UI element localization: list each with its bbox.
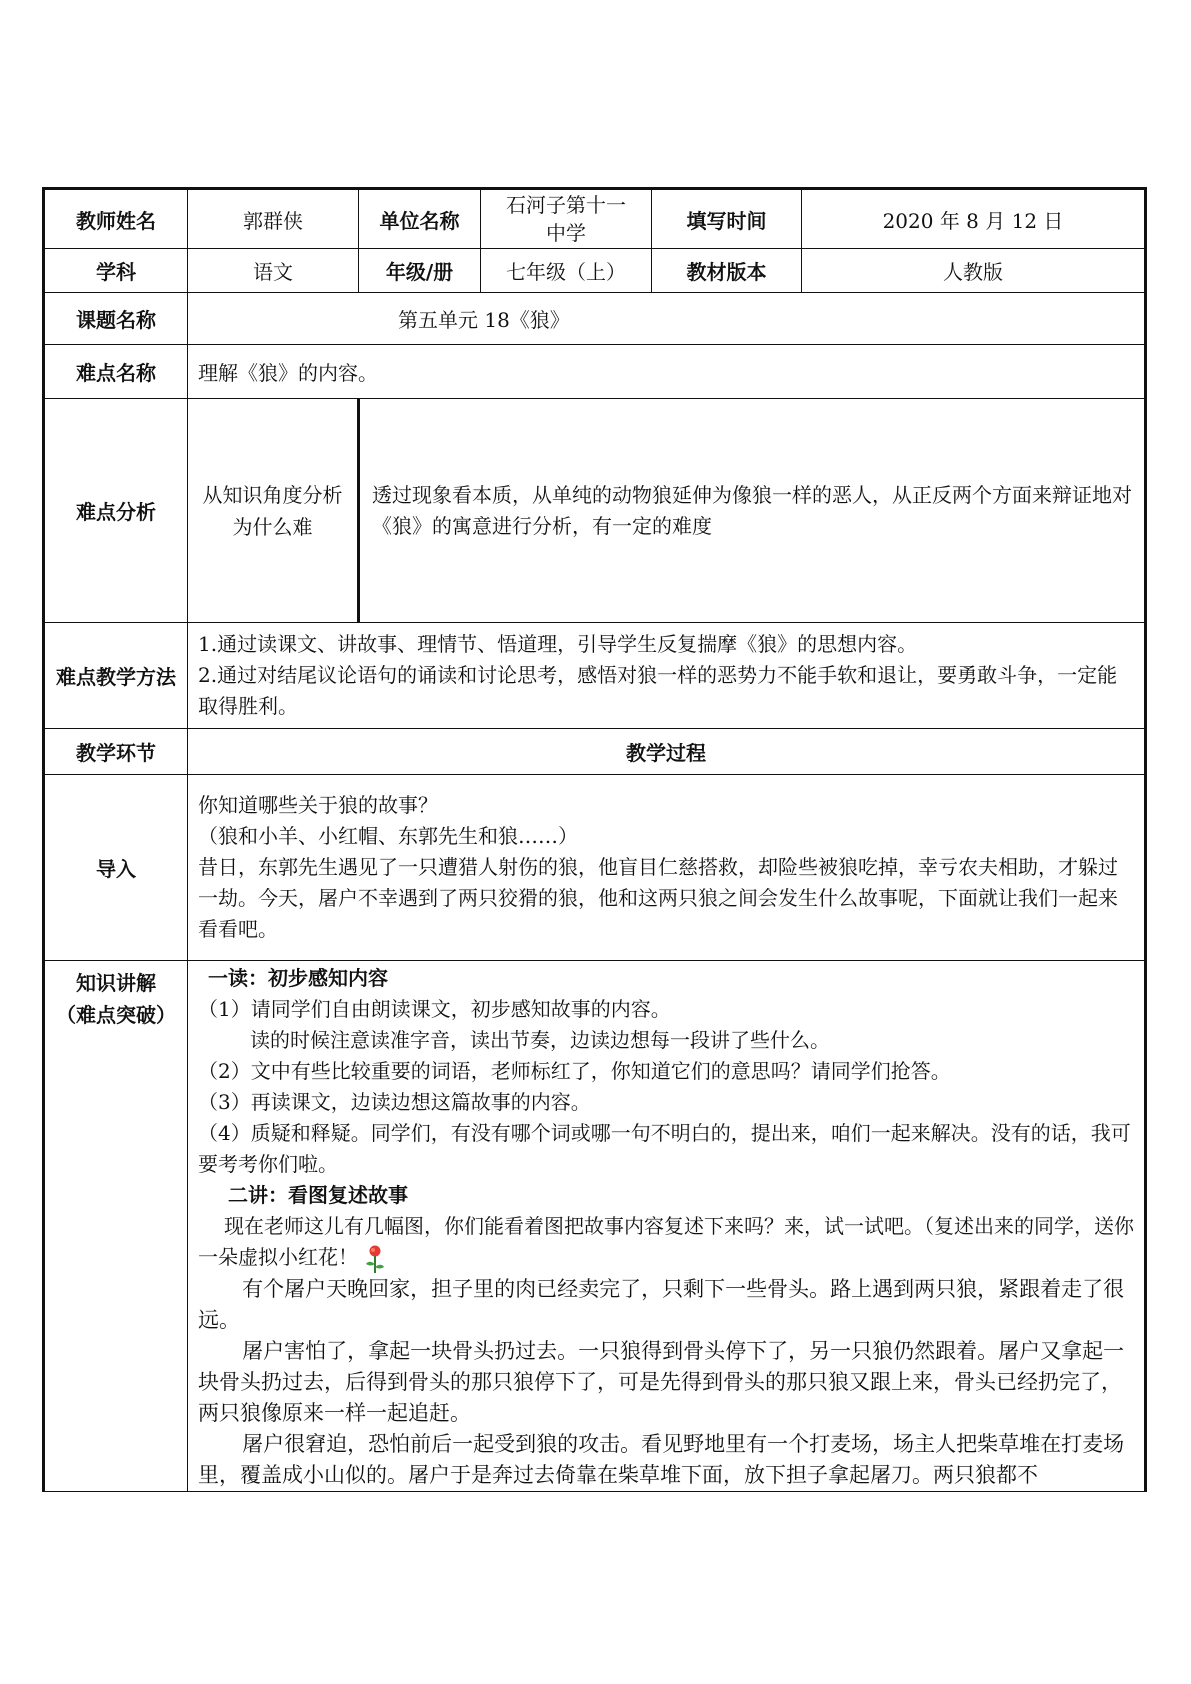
intro-question: 你知道哪些关于狼的故事？: [198, 793, 438, 817]
analysis-sub-label: 从知识角度分析为什么难: [188, 399, 359, 623]
part2-title: 二讲：看图复述故事: [228, 1183, 408, 1207]
difficulty-row: [44, 345, 1146, 399]
part2-intro: [198, 1211, 1134, 1274]
unit-value: 石河子第十一中学: [481, 189, 652, 249]
method-label: 难点教学方法: [44, 623, 188, 729]
topic-row: [44, 293, 1146, 345]
story-paragraph-1: 有个屠户天晚回家，担子里的肉已经卖完了，只剩下一些骨头。路上遇到两只狼，紧跟着走了很远。: [198, 1277, 1125, 1332]
part2-intro-text: 现在老师这儿有几幅图，你们能看着图把故事内容复述下来吗？来，试一试吧。（复述出来的同学，送你一朵虚拟小红花！: [198, 1214, 1134, 1269]
date-value: 2020 年 8 月 12 日: [802, 189, 1146, 249]
method-row: [44, 623, 1146, 729]
analysis-label: 难点分析: [44, 399, 188, 623]
method-line-2: 2.通过对结尾议论语句的诵读和讨论思考，感悟对狼一样的恶势力不能手软和退让，要勇敢斗争，一定能取得胜利。: [198, 663, 1118, 718]
red-flower-icon: [364, 1244, 386, 1274]
info-row-1: [44, 189, 1146, 249]
analysis-text: 透过现象看本质，从单纯的动物狼延伸为像狼一样的恶人，从正反两个方面来辩证地对《狼》的寓意进行分析，有一定的难度: [359, 399, 1146, 623]
intro-cell: [188, 775, 1146, 961]
method-line-1: 1.通过读课文、讲故事、理情节、悟道理，引导学生反复揣摩《狼》的思想内容。: [198, 632, 918, 656]
knowledge-cell: [188, 961, 1146, 1492]
part1-item-3: （3）再读课文，边读边想这篇故事的内容。: [198, 1090, 591, 1114]
part1-item-1b: 读的时候注意读准字音，读出节奏，边读边想每一段讲了些什么。: [250, 1028, 830, 1052]
part1-item-4: （4）质疑和释疑。同学们，有没有哪个词或哪一句不明白的，提出来，咱们一起来解决。没有的话，我可要考考你们啦。: [198, 1121, 1131, 1176]
story-paragraph-3: 屠户很窘迫，恐怕前后一起受到狼的攻击。看见野地里有一个打麦场，场主人把柴草堆在打麦场里，覆盖成小山似的。屠户于是奔过去倚靠在柴草堆下面，放下担子拿起屠刀。两只狼都不: [198, 1432, 1125, 1487]
difficulty-value: 理解《狼》的内容。: [188, 345, 1146, 399]
lesson-plan-table: [42, 187, 1147, 1492]
process-header-row: [44, 729, 1146, 775]
intro-story: 昔日，东郭先生遇见了一只遭猎人射伤的狼，他盲目仁慈搭救，却险些被狼吃掉，幸亏农夫相助，才躲过一劫。今天，屠户不幸遇到了两只狡猾的狼，他和这两只狼之间会发生什么故事呢，下面就让我们一起来看看吧。: [198, 855, 1118, 941]
part1-item-1: （1）请同学们自由朗读课文，初步感知故事的内容。: [198, 997, 671, 1021]
knowledge-label-line-2: （难点突破）: [56, 1003, 176, 1027]
edition-value: 人教版: [802, 249, 1146, 293]
date-label: 填写时间: [652, 189, 802, 249]
analysis-row: [44, 399, 1146, 623]
teacher-label: 教师姓名: [44, 189, 188, 249]
grade-label: 年级/册: [359, 249, 481, 293]
difficulty-label: 难点名称: [44, 345, 188, 399]
grade-value: 七年级（上）: [481, 249, 652, 293]
knowledge-row: [44, 961, 1146, 1492]
unit-label: 单位名称: [359, 189, 481, 249]
knowledge-label-line-1: 知识讲解: [76, 971, 156, 995]
intro-examples: （狼和小羊、小红帽、东郭先生和狼……）: [198, 824, 578, 848]
subject-value: 语文: [188, 249, 359, 293]
subject-label: 学科: [44, 249, 188, 293]
method-cell: [188, 623, 1146, 729]
edition-label: 教材版本: [652, 249, 802, 293]
knowledge-label: [44, 961, 188, 1492]
part1-title: 一读：初步感知内容: [208, 966, 388, 990]
teacher-value: 郭群侠: [188, 189, 359, 249]
intro-row: [44, 775, 1146, 961]
part1-item-2: （2）文中有些比较重要的词语，老师标红了，你知道它们的意思吗？请同学们抢答。: [198, 1059, 951, 1083]
intro-label: 导入: [44, 775, 188, 961]
topic-label: 课题名称: [44, 293, 188, 345]
topic-value: 第五单元 18《狼》: [188, 293, 1146, 345]
story-paragraph-2: 屠户害怕了，拿起一块骨头扔过去。一只狼得到骨头停下了，另一只狼仍然跟着。屠户又拿起一块骨头扔过去，后得到骨头的那只狼停下了，可是先得到骨头的那只狼又跟上来，骨头已经扔完了，两只狼像原来一样一起追赶。: [198, 1339, 1125, 1425]
process-label: 教学过程: [188, 729, 1146, 775]
stage-label: 教学环节: [44, 729, 188, 775]
info-row-2: [44, 249, 1146, 293]
